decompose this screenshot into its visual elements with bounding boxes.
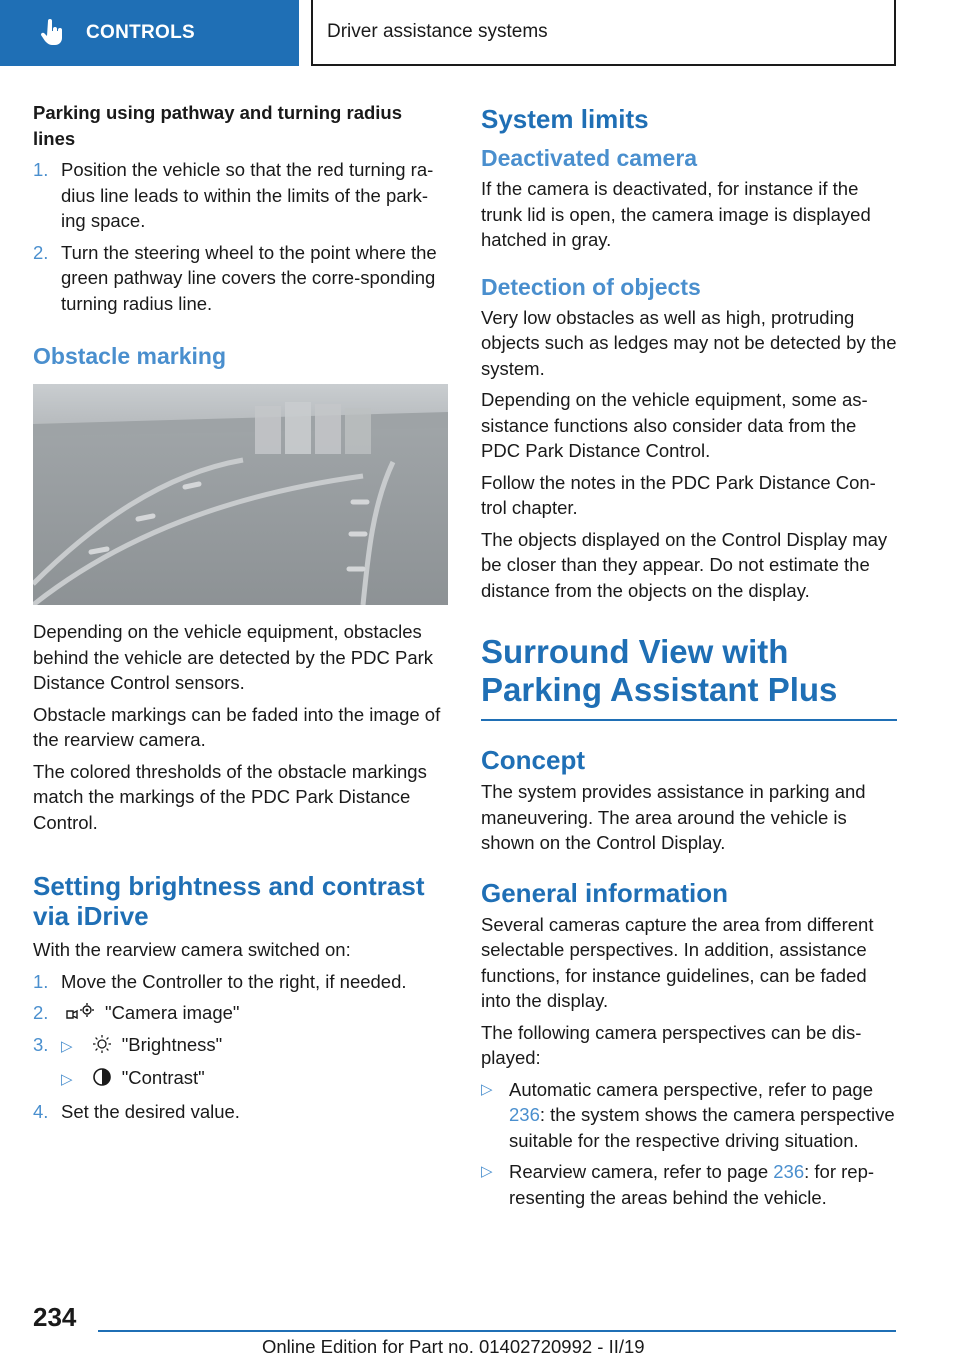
pathway-heading: Parking using pathway and turning radius lines [33, 102, 403, 149]
perspective-list [481, 1077, 897, 1211]
bullet-triangle-icon: ▷ [61, 1071, 73, 1088]
list-item: ▷ Rearview camera, refer to page 236: for rep-resenting the areas behind the vehicle. [481, 1161, 875, 1208]
sun-icon [92, 1034, 112, 1054]
surround-heading: Surround View with Parking Assistant Plus [481, 633, 838, 708]
list-item: 2. Turn the steering wheel to the point where the green pathway line covers the corre-sponding turning radius line. [33, 241, 437, 314]
brightness-intro: With the rearview camera switched on: [33, 939, 351, 960]
right-column [481, 100, 897, 1210]
concept-para: The system provides assistance in parking and maneuvering. The area around the vehicle is shown on the Control Display. [481, 781, 866, 853]
bullet-triangle-icon: ▷ [61, 1037, 73, 1055]
list-item: 3. ▷ "Brightness" ▷ "Contrast" [33, 1032, 449, 1093]
concept-heading: Concept [481, 745, 585, 775]
header-section-tab [0, 0, 299, 66]
page-link[interactable]: 236 [773, 1161, 805, 1182]
page-link[interactable]: 236 [509, 1104, 540, 1125]
detect-para-4: The objects displayed on the Control Display may be closer than they appear. Do not estimate the distance from the objects on the display. [481, 528, 888, 601]
brightness-heading: Setting brightness and contrast via iDrive [33, 871, 425, 931]
pathway-steps [33, 157, 449, 316]
hand-pointer-icon [40, 19, 66, 47]
footer-rule [98, 1330, 896, 1332]
obstacle-para-2: Obstacle markings can be faded into the image of the rearview camera. [33, 703, 441, 750]
header-chapter: Driver assistance systems [311, 0, 896, 66]
bullet-triangle-icon: ▷ [481, 1080, 493, 1098]
detect-para-3: Follow the notes in the PDC Park Distance Con-trol chapter. [481, 471, 876, 518]
list-subitem: ▷ "Contrast" [61, 1067, 205, 1088]
detect-para-1: Very low obstacles as well as high, protruding objects such as ledges may not be detected by the system. [481, 306, 897, 379]
brightness-steps [33, 969, 449, 1125]
deact-heading: Deactivated camera [481, 145, 698, 171]
list-item: 4. Set the desired value. [33, 1100, 240, 1122]
general-para-2: The following camera perspectives can be dis-played: [481, 1021, 862, 1068]
detect-heading: Detection of objects [481, 273, 701, 300]
obstacle-para-3: The colored thresholds of the obstacle markings match the markings of the PDC Park Distance Control. [33, 760, 427, 833]
camera-settings-icon [65, 1002, 95, 1022]
list-item: ▷ Automatic camera perspective, refer to page 236: the system shows the camera perspective suitable for the respective driving situation. [481, 1078, 895, 1151]
limits-heading: System limits [481, 104, 649, 134]
footer-edition: Online Edition for Part no. 01402720992 - II/19 [262, 1336, 645, 1357]
deact-para: If the camera is deactivated, for instance if the trunk lid is open, the camera image is displayed hatched in gray. [481, 178, 871, 250]
contrast-icon [92, 1067, 112, 1087]
page-number: 234 [33, 1302, 77, 1332]
obstacle-marking-camera-image [33, 384, 448, 605]
general-para-1: Several cameras capture the area from different selectable perspectives. In addition, assistance functions, for instance guidelines, can be faded into the display. [481, 913, 874, 1011]
list-item: 1. Position the vehicle so that the red turning ra-dius line leads to within the limits of the park-ing space. [33, 159, 434, 231]
list-item: 1. Move the Controller to the right, if needed. [33, 970, 407, 992]
general-heading: General information [481, 877, 729, 908]
header-section-label: CONTROLS [86, 22, 196, 43]
obstacle-para-1: Depending on the vehicle equipment, obstacles behind the vehicle are detected by the PDC Park Distance Control sensors. [33, 621, 434, 693]
section-rule [481, 719, 897, 721]
bullet-triangle-icon: ▷ [481, 1163, 493, 1180]
list-item: 2. "Camera image" [33, 1002, 240, 1023]
left-column [33, 100, 449, 1124]
detect-para-2: Depending on the vehicle equipment, some as-sistance functions also consider data from the PDC Park Distance Control. [481, 389, 868, 461]
obstacle-heading: Obstacle marking [33, 343, 227, 369]
